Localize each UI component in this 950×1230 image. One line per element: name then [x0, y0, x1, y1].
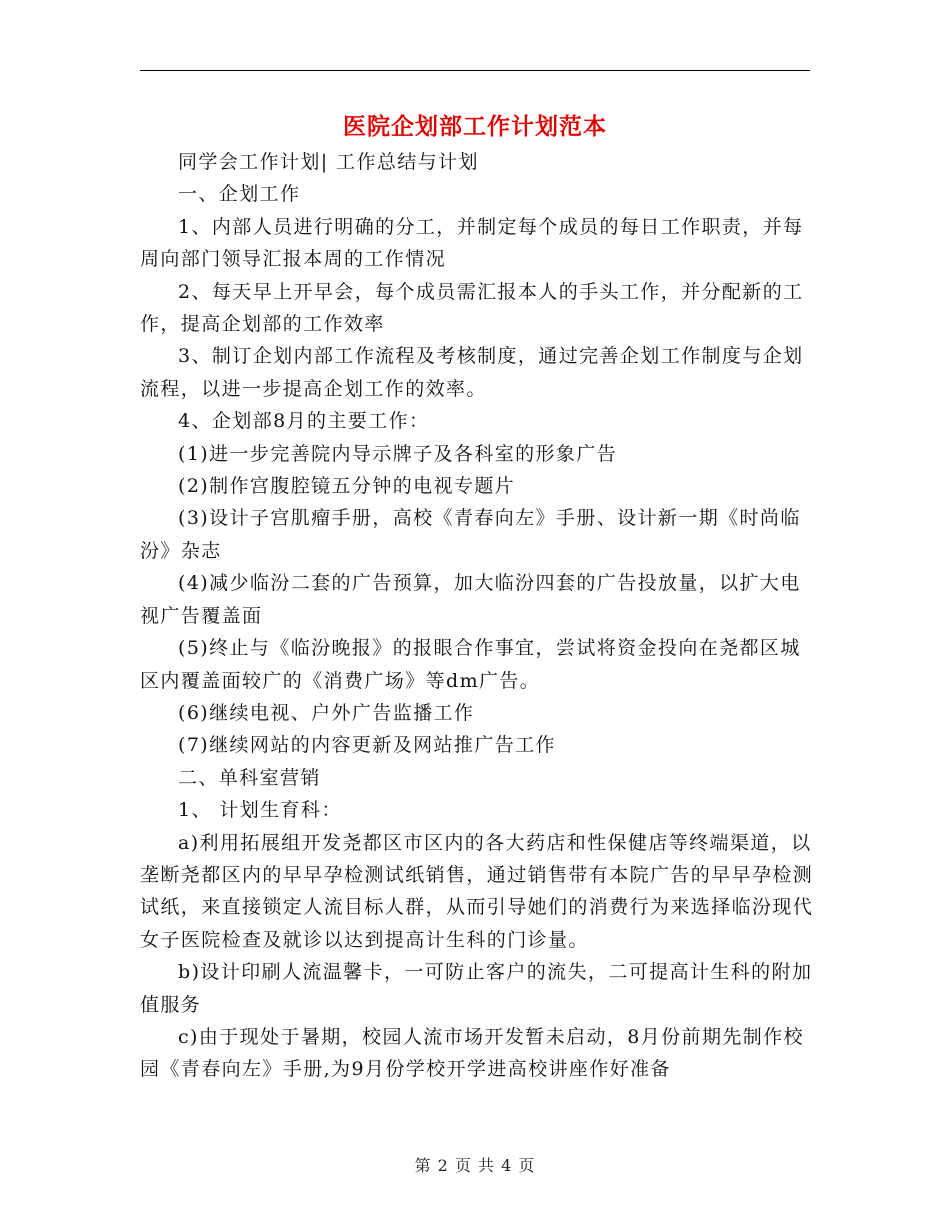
section-heading: 一、企划工作	[178, 183, 301, 206]
paragraph: 3、制订企划内部工作流程及考核制度，通过完善企划工作制度与企划流程，以进一步提高企划工作的效率。	[140, 345, 804, 400]
page-number: 第 2 页 共 4 页	[414, 1156, 536, 1175]
paragraph: 1、内部人员进行明确的分工，并制定每个成员的每日工作职责，并每周向部门领导汇报本周的工作情况	[140, 215, 804, 271]
paragraph: 4、企划部8月的主要工作：	[178, 410, 430, 433]
list-item: (3)设计子宫肌瘤手册，高校《青春向左》手册、设计新一期《时尚临汾》杂志	[140, 507, 801, 562]
list-item: (6)继续电视、户外广告监播工作	[178, 701, 475, 724]
list-item: (4)减少临汾二套的广告预算，加大临汾四套的广告投放量，以扩大电视广告覆盖面	[140, 572, 801, 627]
document-title: 医院企划部工作计划范本	[343, 113, 607, 140]
list-item: (1)进一步完善院内导示牌子及各科室的形象广告	[178, 442, 618, 465]
section-heading: 二、单科室营销	[178, 766, 321, 789]
list-item: b)设计印刷人流温馨卡，一可防止客户的流失，二可提高计生科的附加值服务	[140, 961, 813, 1016]
paragraph: 2、每天早上开早会，每个成员需汇报本人的手头工作，并分配新的工作，提高企划部的工作效率	[140, 280, 804, 336]
paragraph: 同学会工作计划| 工作总结与计划	[178, 151, 479, 173]
list-item: a)利用拓展组开发尧都区市区内的各大药店和性保健店等终端渠道，以垄断尧都区内的早早孕检测试纸销售，通过销售带有本院广告的早早孕检测试纸，来直接锁定人流目标人群，从而引导她们的消费行为来选择临汾现代女子医院检查及就诊以达到提高计生科的门诊量。	[140, 831, 814, 951]
document-body	[140, 146, 816, 1086]
list-item: (2)制作宫腹腔镜五分钟的电视专题片	[178, 475, 516, 498]
list-item: (5)终止与《临汾晚报》的报眼合作事宜，尝试将资金投向在尧都区城区内覆盖面较广的《消费广场》等dm广告。	[140, 637, 801, 692]
list-item: c)由于现处于暑期，校园人流市场开发暂未启动，8月份前期先制作校园《青春向左》手册,为9月份学校开学进高校讲座作好准备	[140, 1025, 804, 1081]
paragraph: 1、 计划生育科：	[178, 799, 342, 822]
header-rule	[140, 70, 810, 71]
list-item: (7)继续网站的内容更新及网站推广告工作	[178, 734, 556, 757]
